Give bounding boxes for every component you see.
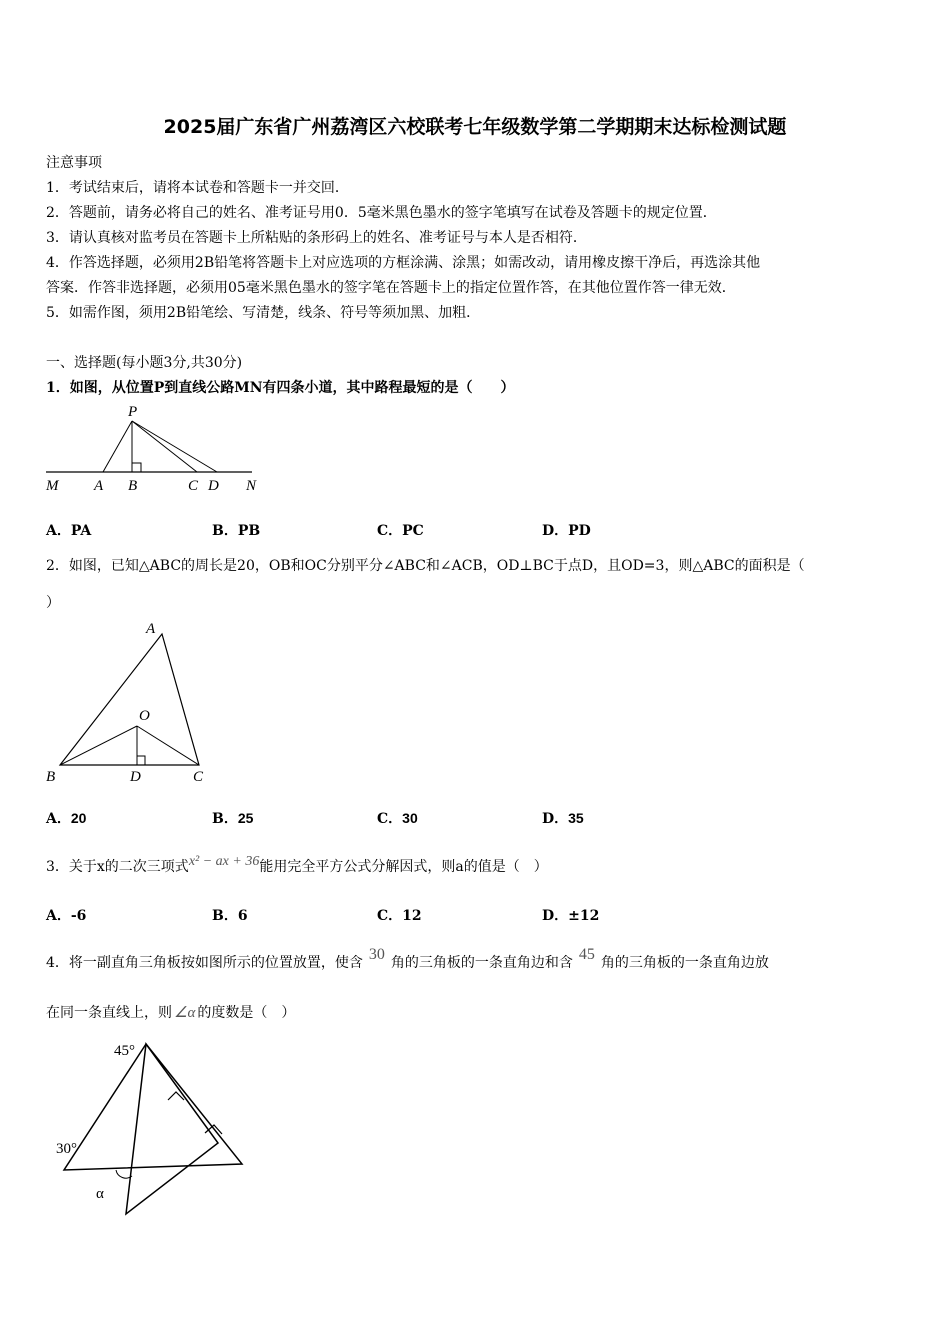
label-45: 45° — [114, 1043, 135, 1059]
question-1-figure — [44, 400, 266, 496]
notice-item: 1．考试结束后，请将本试卷和答题卡一并交回． — [46, 180, 349, 196]
option-d[interactable]: D．PD — [542, 523, 591, 539]
section-heading: 一、选择题(每小题3分,共30分) — [46, 355, 243, 371]
option-b[interactable]: B．6 — [212, 908, 248, 924]
notice-heading: 注意事项 — [46, 155, 102, 171]
option-b[interactable]: B．PB — [212, 523, 261, 539]
question-2-figure — [44, 616, 210, 788]
notice-item: 4．作答选择题，必须用2B铅笔将答题卡上对应选项的方框涂满、涂黑；如需改动，请用橡皮擦干净后，再选涂其他 — [46, 255, 761, 271]
question-1-text: 1．如图，从位置P到直线公路MN有四条小道，其中路程最短的是（ ） — [46, 380, 515, 396]
formula-30: 30 — [368, 946, 385, 963]
label-b: B — [128, 478, 138, 494]
right-angle-mark — [137, 756, 145, 765]
option-d[interactable]: D．±12 — [542, 908, 600, 924]
formula-45: 45 — [578, 946, 595, 963]
option-c[interactable]: C．PC — [377, 523, 424, 539]
label-c: C — [193, 769, 204, 785]
notice-item: 2．答题前，请务必将自己的姓名、准考证号用0．5毫米黑色墨水的签字笔填写在试卷及答题卡的规定位置． — [46, 205, 717, 221]
question-4-text: 4．将一副直角三角板按如图所示的位置放置，使含 30 角的三角板的一条直角边和含 45 角的三角板的一条直角边放 — [46, 946, 769, 971]
segment-ob — [60, 726, 137, 765]
label-p: P — [128, 404, 138, 420]
option-c[interactable]: C．12 — [377, 908, 422, 924]
label-o: O — [139, 708, 150, 724]
formula-image: x² − ax + 36 — [188, 854, 260, 869]
question-4-figure — [50, 1030, 250, 1220]
label-30: 30° — [56, 1141, 77, 1157]
alpha-arc — [116, 1170, 132, 1178]
label-n: N — [246, 478, 257, 494]
question-4-text-cont: 在同一条直线上，则 ∠α 的度数是（ ） — [46, 1005, 296, 1021]
label-alpha: α — [96, 1186, 104, 1202]
option-b[interactable]: B．25 — [212, 810, 254, 827]
question-2-text-cont: ） — [46, 595, 60, 611]
option-c[interactable]: C．30 — [377, 810, 418, 827]
notice-item: 答案．作答非选择题，必须用05毫米黑色墨水的签字笔在答题卡上的指定位置作答，在其他位置作答一律无效． — [46, 280, 736, 296]
label-d: D — [208, 478, 219, 494]
triangle-30 — [126, 1044, 218, 1214]
path-pc — [132, 421, 197, 472]
label-m: M — [46, 478, 59, 494]
option-a[interactable]: A．-6 — [46, 908, 87, 924]
label-d: D — [130, 769, 141, 785]
triangle-45 — [64, 1044, 242, 1170]
page-title: 2025届广东省广州荔湾区六校联考七年级数学第二学期期末达标检测试题 — [163, 116, 787, 138]
option-a[interactable]: A．20 — [46, 810, 87, 827]
option-a[interactable]: A．PA — [46, 523, 92, 539]
path-pa — [103, 421, 132, 472]
formula-angle: ∠α — [174, 1005, 196, 1021]
triangle-abc — [60, 634, 199, 765]
notice-item: 5．如需作图，须用2B铅笔绘、写清楚，线条、符号等须加黑、加粗． — [46, 305, 481, 321]
question-3-text: 3．关于x的二次三项式x² − ax + 36能用完全平方公式分解因式，则a的值是（ ） — [46, 854, 548, 875]
path-pd — [132, 421, 217, 472]
notice-item: 3．请认真核对监考员在答题卡上所粘贴的条形码上的姓名、准考证号与本人是否相符． — [46, 230, 587, 246]
question-2-text: 2．如图，已知△ABC的周长是20，OB和OC分别平分∠ABC和∠ACB，OD⊥BC于点D，且OD=3，则△ABC的面积是（ — [46, 558, 805, 574]
right-angle-mark — [132, 463, 141, 472]
label-a: A — [146, 621, 156, 637]
label-a: A — [94, 478, 104, 494]
label-c: C — [188, 478, 199, 494]
option-d[interactable]: D．35 — [542, 810, 584, 827]
label-b: B — [46, 769, 56, 785]
